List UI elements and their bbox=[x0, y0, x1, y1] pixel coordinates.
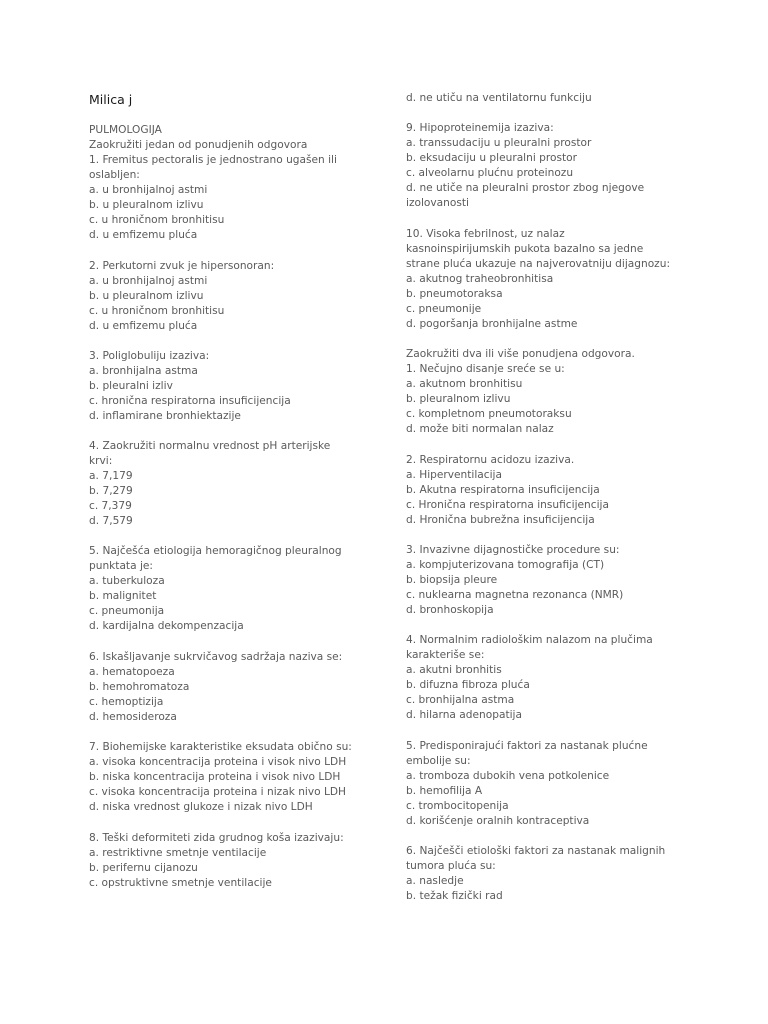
text-line: b. 7,279 bbox=[89, 485, 133, 497]
text-line: 8. Teški deformiteti zida grudnog koša izazivaju: bbox=[89, 832, 344, 844]
text-line: a. nasledje bbox=[406, 875, 464, 887]
text-line: 5. Najčešća etiologija hemoragičnog pleuralnog bbox=[89, 545, 342, 557]
question-2 bbox=[89, 259, 274, 334]
text-line: b. biopsija pleure bbox=[406, 574, 498, 586]
question-1 bbox=[89, 153, 337, 243]
text-line: c. pneumonije bbox=[406, 303, 482, 315]
multi-question-3 bbox=[406, 543, 623, 618]
question-7 bbox=[89, 740, 352, 815]
text-line: b. perifernu cijanozu bbox=[89, 862, 198, 874]
text-line: b. težak fizički rad bbox=[406, 890, 503, 902]
text-line: c. Hronična respiratorna insuficijencija bbox=[406, 499, 609, 511]
text-line: d. u emfizemu pluća bbox=[89, 229, 198, 241]
text-line: b. u pleuralnom izlivu bbox=[89, 199, 204, 211]
text-line: d. pogoršanja bronhijalne astme bbox=[406, 318, 578, 330]
text-line: b. difuzna fibroza pluća bbox=[406, 679, 530, 691]
multi-question-4 bbox=[406, 633, 653, 723]
text-line: d. kardijalna dekompenzacija bbox=[89, 620, 244, 632]
text-line: c. opstruktivne smetnje ventilacije bbox=[89, 877, 272, 889]
text-line: PULMOLOGIJA bbox=[89, 124, 162, 136]
text-line: d. 7,579 bbox=[89, 515, 133, 527]
text-line: 1. Nečujno disanje sreće se u: bbox=[406, 363, 565, 375]
text-line: d. korišćenje oralnih kontraceptiva bbox=[406, 815, 590, 827]
text-line: a. tuberkuloza bbox=[89, 575, 165, 587]
text-line: 6. Najčešči etiološki faktori za nastanak malignih bbox=[406, 845, 666, 857]
text-line: b. hemohromatoza bbox=[89, 681, 190, 693]
text-line: a. visoka koncentracija proteina i visok nivo LDH bbox=[89, 756, 347, 768]
text-line: 6. Iskašljavanje sukrvičavog sadržaja naziva se: bbox=[89, 651, 343, 663]
text-line: a. kompjuterizovana tomografija (CT) bbox=[406, 559, 605, 571]
text-line: 3. Invazivne dijagnostičke procedure su: bbox=[406, 544, 620, 556]
question-8 bbox=[89, 831, 344, 891]
text-line: 7. Biohemijske karakteristike eksudata obično su: bbox=[89, 741, 352, 753]
text-line: b. niska koncentracija proteina i visok nivo LDH bbox=[89, 771, 341, 783]
text-line: d. inflamirane bronhiektazije bbox=[89, 410, 241, 422]
text-line: c. u hroničnom bronhitisu bbox=[89, 305, 225, 317]
text-line: a. bronhijalna astma bbox=[89, 365, 198, 377]
text-line: d. može biti normalan nalaz bbox=[406, 423, 554, 435]
text-line: 5. Predisponirajući faktori za nastanak plućne bbox=[406, 740, 648, 752]
text-line: b. pleuralni izliv bbox=[89, 380, 173, 392]
text-line: b. pneumotoraksa bbox=[406, 288, 503, 300]
text-line: 2. Respiratornu acidozu izaziva. bbox=[406, 454, 575, 466]
multi-question-1 bbox=[406, 347, 635, 437]
text-line: d. hilarna adenopatija bbox=[406, 709, 522, 721]
text-line: a. tromboza dubokih vena potkolenice bbox=[406, 770, 610, 782]
text-line: 10. Visoka febrilnost, uz nalaz bbox=[406, 228, 565, 240]
text-line: d. niska vrednost glukoze i nizak nivo LDH bbox=[89, 801, 313, 813]
text-line: b. eksudaciju u pleuralni prostor bbox=[406, 152, 577, 164]
multi-question-2 bbox=[406, 453, 609, 528]
text-line: Zaokružiti jedan od ponudjenih odgovora bbox=[89, 139, 308, 151]
text-line: strane pluća ukazuje na najverovatniju dijagnozu: bbox=[406, 258, 671, 270]
text-line: krvi: bbox=[89, 455, 113, 467]
text-line: d. u emfizemu pluća bbox=[89, 320, 198, 332]
text-line: c. bronhijalna astma bbox=[406, 694, 515, 706]
text-line: b. hemofilija A bbox=[406, 785, 483, 797]
question-8-option-d bbox=[406, 91, 592, 106]
text-line: a. akutni bronhitis bbox=[406, 664, 502, 676]
text-line: karakteriše se: bbox=[406, 649, 485, 661]
text-line: a. Hiperventilacija bbox=[406, 469, 502, 481]
text-line: d. ne utiče na pleuralni prostor zbog njegove bbox=[406, 182, 645, 194]
text-line: a. u bronhijalnoj astmi bbox=[89, 184, 208, 196]
question-9 bbox=[406, 121, 644, 211]
multi-question-5 bbox=[406, 739, 648, 829]
text-line: a. hematopoeza bbox=[89, 666, 175, 678]
text-line: d. bronhoskopija bbox=[406, 604, 494, 616]
question-4 bbox=[89, 439, 330, 529]
text-line: b. pleuralnom izlivu bbox=[406, 393, 511, 405]
author-name: Milica j bbox=[89, 92, 133, 107]
text-line: c. hemoptizija bbox=[89, 696, 164, 708]
text-line: tumora pluća su: bbox=[406, 860, 496, 872]
text-line: c. u hroničnom bronhitisu bbox=[89, 214, 225, 226]
question-6 bbox=[89, 650, 342, 725]
text-line: a. akutnog traheobronhitisa bbox=[406, 273, 554, 285]
text-line: c. 7,379 bbox=[89, 500, 132, 512]
text-line: a. transsudaciju u pleuralni prostor bbox=[406, 137, 592, 149]
text-line: d. ne utiču na ventilatornu funkciju bbox=[406, 92, 592, 104]
text-line: 2. Perkutorni zvuk je hipersonoran: bbox=[89, 260, 275, 272]
text-line: kasnoinspirijumskih pukota bazalno sa jedne bbox=[406, 243, 644, 255]
text-line: embolije su: bbox=[406, 755, 471, 767]
text-line: c. trombocitopenija bbox=[406, 800, 509, 812]
text-line: d. hemosideroza bbox=[89, 711, 177, 723]
text-line: a. restriktivne smetnje ventilacije bbox=[89, 847, 267, 859]
question-10 bbox=[406, 227, 670, 332]
text-line: 4. Zaokružiti normalnu vrednost pH arterijske bbox=[89, 440, 331, 452]
section-header bbox=[89, 123, 307, 153]
text-line: c. kompletnom pneumotoraksu bbox=[406, 408, 572, 420]
text-line: d. Hronična bubrežna insuficijencija bbox=[406, 514, 595, 526]
text-line: a. u bronhijalnoj astmi bbox=[89, 275, 208, 287]
text-line: oslabljen: bbox=[89, 169, 140, 181]
text-line: 3. Poliglobuliju izaziva: bbox=[89, 350, 210, 362]
text-line: c. visoka koncentracija proteina i nizak nivo LDH bbox=[89, 786, 347, 798]
text-line: izolovanosti bbox=[406, 197, 469, 209]
text-line: c. alveolarnu plućnu proteinozu bbox=[406, 167, 574, 179]
question-3 bbox=[89, 349, 291, 424]
text-line: a. akutnom bronhitisu bbox=[406, 378, 523, 390]
question-5 bbox=[89, 544, 342, 634]
text-line: c. pneumonija bbox=[89, 605, 165, 617]
text-line: c. nuklearna magnetna rezonanca (NMR) bbox=[406, 589, 624, 601]
text-line: punktata je: bbox=[89, 560, 153, 572]
text-line: Zaokružiti dva ili više ponudjena odgovora. bbox=[406, 348, 635, 360]
text-line: a. 7,179 bbox=[89, 470, 133, 482]
text-line: c. hronična respiratorna insuficijencija bbox=[89, 395, 291, 407]
text-line: 9. Hipoproteinemija izaziva: bbox=[406, 122, 554, 134]
multi-question-6 bbox=[406, 844, 665, 904]
text-line: b. malignitet bbox=[89, 590, 157, 602]
text-line: 1. Fremitus pectoralis je jednostrano ugašen ili bbox=[89, 154, 337, 166]
text-line: 4. Normalnim radiološkim nalazom na plučima bbox=[406, 634, 653, 646]
text-line: b. Akutna respiratorna insuficijencija bbox=[406, 484, 600, 496]
text-line: b. u pleuralnom izlivu bbox=[89, 290, 204, 302]
